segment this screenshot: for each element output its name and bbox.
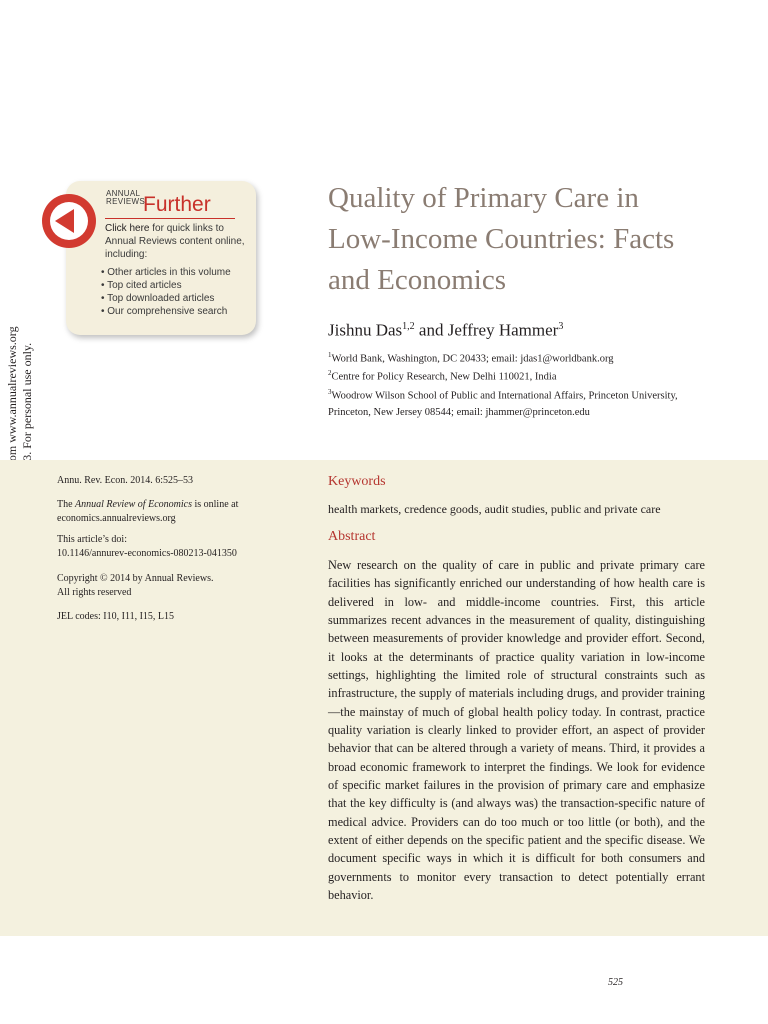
further-divider (105, 218, 235, 219)
author-hammer: and Jeffrey Hammer (414, 320, 559, 340)
keywords-heading: Keywords (328, 474, 386, 489)
citation: Annu. Rev. Econ. 2014. 6:525–53 (57, 475, 194, 486)
online-notice: The Annual Review of Economics is online at economics.annualreviews.org (57, 499, 239, 524)
affiliation-3: $^3$Woodrow Wilson School of Public and International Affairs, Princeton University, Princeton, New Jersey 08544; email: jhammer@princeton.edu (328, 388, 678, 418)
copyright: Copyright © 2014 by Annual Reviews. All rights reserved (57, 573, 214, 598)
author-das: Jishnu Das (328, 320, 403, 340)
further-link-list (101, 266, 231, 318)
keywords-text: health markets, credence goods, audit studies, public and private care (328, 502, 661, 516)
article-title: Quality of Primary Care in Low-Income Countries: Facts and Economics (328, 182, 675, 296)
doi-block: This article’s doi: 10.1146/annurev-economics-080213-041350 (57, 533, 277, 561)
further-link-search[interactable]: • Our comprehensive search (101, 305, 231, 318)
affiliation-2: $^2$Centre for Policy Research, New Delhi 110021, India (328, 369, 557, 383)
further-link-other-articles[interactable]: • Other articles in this volume (101, 266, 231, 279)
doi-link[interactable]: 10.1146/annurev-economics-080213-041350 (57, 548, 237, 559)
abstract-text: New research on the quality of care in public and private primary care facilities has significantly enriched our understanding of how health care is delivered in low- and middle-income countries. First, this article summarizes recent advances in the measurement of quality, distinguishing between measurements of provider knowledge and provider effort. Second, it looks at the determinants of practice quality variation in low-income settings, highlighting the limited role of structural constraints such as infrastructure, the supply of materials including drugs, and provider training—the mainstay of much of global health policy today. In contrast, practice quality variation is clearly linked to provider effort, an aspect of provider behavior that can be altered through a variety of means. Third, it provides a broad economic framework to interpret the findings. We look for evidence of specific market failures in the provision of primary care and emphasize that the key difficulty is (and always was) the transaction-specific nature of medical advice. Providers can do too much or too little (or both), and the extent of either depends on the specific patient and the specific disease. We document specific ways in which it is difficult for both consumers and governments to monitor every transaction to detect potentially errant behavior. (328, 558, 705, 902)
page-number: 525 (608, 977, 623, 988)
affiliation-1: $^1$World Bank, Washington, DC 20433; email: jdas1@worldbank.org (328, 351, 614, 365)
further-link-top-cited[interactable]: • Top cited articles (101, 279, 231, 292)
annual-reviews-logo: ANNUAL REVIEWS (106, 189, 145, 206)
back-arrow-icon[interactable] (41, 193, 97, 249)
further-link-top-downloaded[interactable]: • Top downloaded articles (101, 292, 231, 305)
abstract-heading: Abstract (328, 529, 376, 544)
jel-codes: JEL codes: I10, I11, I15, L15 (57, 611, 175, 622)
further-description: Click here for quick links to Annual Reviews content online, including: (105, 223, 245, 260)
further-title: Further (143, 193, 211, 216)
click-here-link[interactable]: Click here (105, 223, 150, 234)
authors: Jishnu Das$^{1,2}$ and Jeffrey Hammer$^3$ (328, 320, 564, 340)
